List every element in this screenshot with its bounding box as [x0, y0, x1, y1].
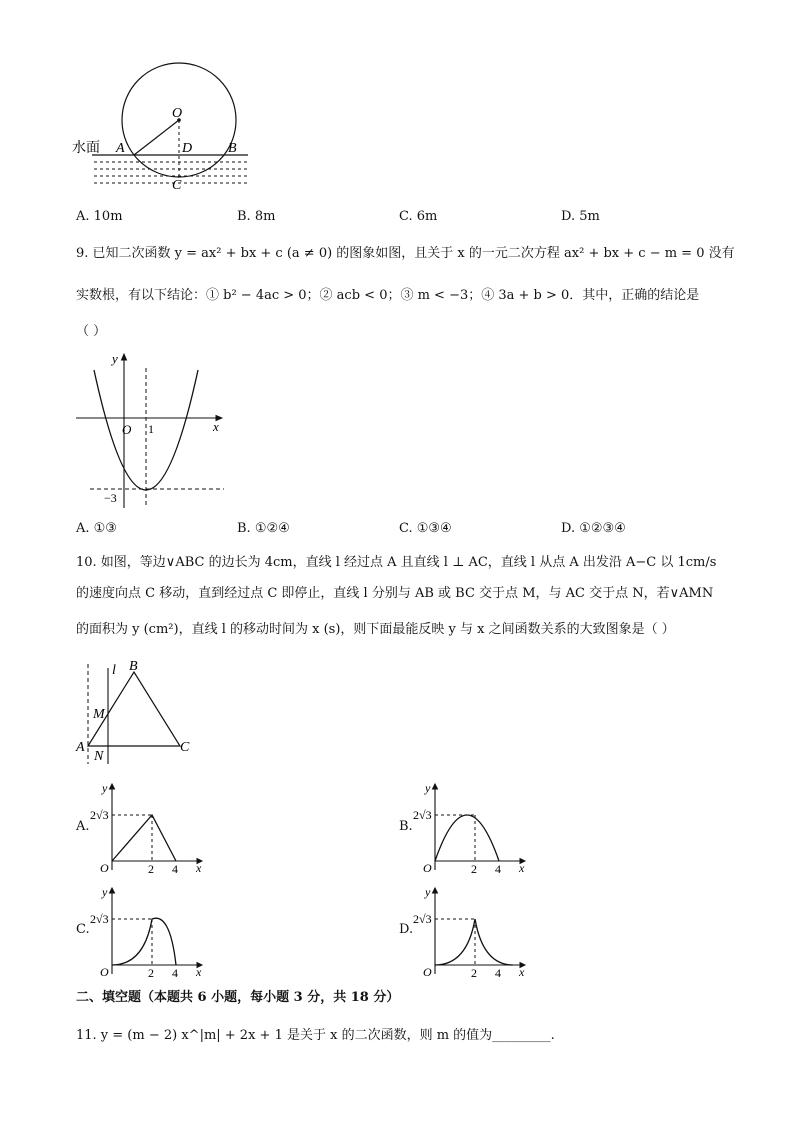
- q10-A-label: A: [76, 740, 85, 755]
- y-label: y: [425, 885, 431, 899]
- q9-option-c: C. ①③④: [399, 521, 452, 536]
- label-A: A: [116, 141, 125, 156]
- q8-option-c: C. 6m: [399, 209, 438, 224]
- origin-label: O: [100, 861, 109, 874]
- q10-l-label: l: [112, 663, 116, 678]
- tick-4-label: 4: [172, 966, 178, 978]
- q9-line2: 实数根，有以下结论：① b² − 4ac > 0；② acb < 0；③ m < −3；④ 3a + b > 0．其中，正确的结论是: [76, 288, 700, 303]
- tick-2-label: 2: [148, 966, 154, 978]
- q10-graph-d: [413, 882, 533, 978]
- x-label: x: [196, 965, 202, 978]
- q8-option-d: D. 5m: [561, 209, 600, 224]
- tick-4-label: 4: [495, 966, 501, 978]
- q10-option-d-label: D.: [399, 922, 414, 937]
- tick-4-label: 4: [172, 862, 178, 874]
- q9-origin-label: O: [122, 422, 132, 437]
- q10-line3: 的面积为 y (cm²)，直线 l 的移动时间为 x (s)，则下面最能反映 y 与 x 之间函数关系的大致图象是（ ）: [76, 622, 675, 637]
- q10-B-label: B: [129, 659, 138, 674]
- q9-x-label: x: [213, 419, 219, 434]
- origin-label: O: [100, 965, 109, 978]
- label-C: C: [172, 178, 182, 193]
- q10-option-a-label: A.: [76, 819, 90, 834]
- q10-option-b-label: B.: [399, 819, 413, 834]
- q10-C-label: C: [180, 740, 190, 755]
- q11-end: .: [550, 1028, 555, 1043]
- x-label: x: [519, 965, 525, 978]
- q11-text: 11. y = (m − 2) x^|m| + 2x + 1 是关于 x 的二次函数，则 m 的值为: [76, 1028, 493, 1043]
- y-label: y: [102, 885, 108, 899]
- origin-label: O: [423, 965, 432, 978]
- q9-y-label: y: [112, 351, 118, 366]
- tick-2-label: 2: [471, 862, 477, 874]
- q11-question: [76, 1026, 555, 1046]
- circle-water-figure: [70, 55, 260, 205]
- label-B: B: [228, 141, 237, 156]
- q9-minus3-label: −3: [104, 491, 117, 505]
- q10-N-label: N: [94, 749, 104, 764]
- x-label: x: [519, 861, 525, 874]
- q11-answer-blank[interactable]: _________: [492, 1028, 551, 1043]
- q10-triangle-figure: [72, 656, 202, 766]
- peak-label: 2√3: [413, 808, 432, 822]
- q9-line3: （ ）: [76, 324, 107, 339]
- tick-2-label: 2: [148, 862, 154, 874]
- q10-graph-a: [90, 778, 210, 874]
- q10-graph-c: [90, 882, 210, 978]
- label-D: D: [182, 141, 193, 156]
- q10-line1: 10. 如图，等边∨ABC 的边长为 4cm，直线 l 经过点 A 且直线 l ⊥ AC，直线 l 从点 A 出发沿 A−C 以 1cm/s: [76, 555, 717, 570]
- x-label: x: [196, 861, 202, 874]
- peak-label: 2√3: [413, 912, 432, 926]
- q9-line1: 9. 已知二次函数 y = ax² + bx + c (a ≠ 0) 的图象如图，且关于 x 的一元二次方程 ax² + bx + c − m = 0 没有: [76, 246, 735, 261]
- tick-4-label: 4: [495, 862, 501, 874]
- y-label: y: [425, 781, 431, 795]
- q9-option-a: A. ①③: [76, 521, 117, 536]
- tick-2-label: 2: [471, 966, 477, 978]
- peak-label: 2√3: [90, 808, 109, 822]
- y-label: y: [102, 781, 108, 795]
- section-2-heading: 二、填空题（本题共 6 小题，每小题 3 分，共 18 分）: [76, 990, 400, 1005]
- q10-option-c-label: C.: [76, 922, 90, 937]
- q9-option-b: B. ①②④: [237, 521, 290, 536]
- q8-option-b: B. 8m: [237, 209, 276, 224]
- q10-M-label: M: [93, 707, 105, 722]
- q10-graph-b: [413, 778, 533, 874]
- label-O: O: [172, 106, 183, 121]
- origin-label: O: [423, 861, 432, 874]
- q9-option-d: D. ①②③④: [561, 521, 626, 536]
- q8-option-a: A. 10m: [76, 209, 123, 224]
- water-label: 水面: [72, 141, 100, 156]
- q9-one-label: 1: [148, 422, 154, 436]
- q9-parabola-graph: [72, 348, 232, 508]
- q10-line2: 的速度向点 C 移动，直到经过点 C 即停止，直线 l 分别与 AB 或 BC 交于点 M，与 AC 交于点 N，若∨AMN: [76, 586, 714, 601]
- peak-label: 2√3: [90, 912, 109, 926]
